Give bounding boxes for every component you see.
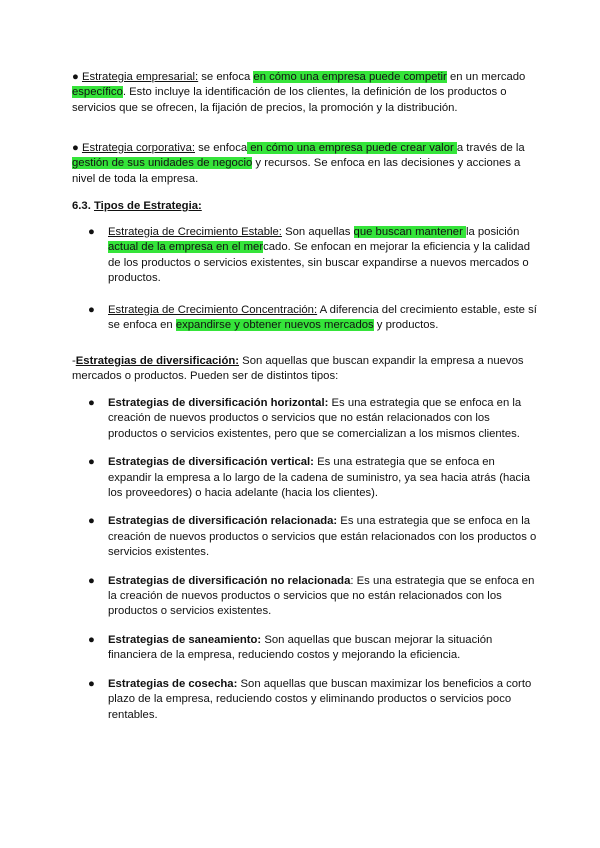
highlight: actual de la empresa en el mer	[108, 241, 264, 254]
text-run: Es una estrategia que se enfoca en la creación de nuevos productos o servicios que no están relacionados con los productos o servicios existentes, pero que se comercializan a los mismos clientes.	[108, 397, 522, 440]
diversificacion-list	[88, 396, 538, 723]
term-label: Estrategia empresarial:	[81, 71, 199, 83]
bullet: ●	[88, 397, 95, 409]
bullet: ●	[88, 677, 95, 690]
term-label: Estrategia de Crecimiento Concentración:	[108, 303, 318, 316]
bullet: ●	[88, 574, 95, 587]
text-run: . Esto incluye la identificación de los clientes, la definición de los productos o servicios que se ofrecen, la fijación de precios, la promoción y la distribución.	[72, 86, 507, 114]
bullet: ●	[88, 303, 95, 316]
term-label: Estrategias de diversificación relacionada:	[108, 515, 338, 528]
bullet: ●	[88, 456, 95, 469]
text-run: cado. Se enfocan en mejorar la eficiencia y la calidad de los productos o servicios existentes, sin buscar expandirse a nuevos mercados o productos.	[108, 241, 530, 285]
text-run: A diferencia del crecimiento estable, este sí se enfoca en	[108, 303, 537, 332]
list-item	[88, 574, 538, 620]
term-label: Estrategias de diversificación no relacionada	[108, 574, 351, 587]
text-run: : Es una estrategia que se enfoca en la creación de nuevos productos o servicios que no están relacionados con los productos o servicios existentes.	[108, 574, 535, 618]
text-run: y productos.	[373, 319, 439, 332]
bullet: ●	[88, 633, 95, 646]
text-run: Son aquellas que buscan mejorar la situación financiera de la empresa, reduciendo costos y mejorando la eficiencia.	[108, 633, 493, 662]
term-label: Estrategias de cosecha:	[108, 677, 238, 690]
paragraph-diversificacion	[72, 354, 532, 385]
bullet: ●	[72, 71, 79, 83]
term-label: Estrategias de diversificación horizontal:	[108, 397, 329, 409]
paragraph-estrategia-corporativa	[72, 141, 532, 187]
list-item	[88, 514, 538, 560]
term-label: Estrategia corporativa:	[81, 142, 195, 154]
section-title: Tipos de Estrategia:	[93, 200, 202, 212]
paragraph-estrategia-empresarial	[72, 70, 532, 116]
text-run: Es una estrategia que se enfoca en expandir la empresa a lo largo de la cadena de suministro, ya sea hacia atrás (hacia los proveedores) o hacia adelante (hacia los clientes).	[108, 456, 530, 500]
highlight: que buscan mantener	[353, 226, 466, 238]
term-label: Estrategias de saneamiento:	[108, 633, 262, 646]
highlight: en cómo una empresa puede crear valor	[247, 142, 457, 154]
text-run: a través de la	[456, 142, 525, 154]
highlight: gestión de sus unidades de negocio	[72, 157, 253, 170]
list-item	[88, 396, 538, 442]
text-run: y recursos. Se enfoca en las decisiones y acciones a nivel de toda la empresa.	[72, 157, 521, 185]
bullet: ●	[88, 515, 95, 528]
highlight: específico	[72, 86, 123, 99]
bullet: ●	[72, 142, 79, 154]
text-run: en un mercado	[446, 71, 526, 83]
section-heading	[72, 199, 532, 214]
highlight: en cómo una empresa puede competir	[253, 71, 447, 83]
list-item	[88, 225, 538, 287]
text-run: Son aquellas que buscan maximizar los beneficios a corto plazo de la empresa, reduciendo costos y eliminando productos o servicios poco rentables.	[108, 677, 532, 721]
bullet: ●	[88, 226, 95, 238]
section-number: 6.3.	[72, 200, 94, 212]
tipos-list	[88, 225, 538, 333]
list-item	[88, 455, 538, 501]
list-item	[88, 677, 538, 723]
term-label: Estrategias de diversificación:	[75, 355, 240, 367]
text-run: se enfoca	[195, 142, 248, 154]
text-run: la posición	[465, 226, 520, 238]
text-run: Es una estrategia que se enfoca en la creación de nuevos productos o servicios que están relacionados con los productos o servicios existentes.	[108, 515, 537, 559]
list-item	[88, 633, 538, 664]
term-label: Estrategias de diversificación vertical:	[108, 456, 314, 469]
text-run: se enfoca	[198, 71, 254, 83]
text-run: Son aquellas	[281, 226, 354, 238]
highlight: expandirse y obtener nuevos mercados	[175, 319, 374, 332]
text-run: Son aquellas que buscan expandir la empresa a nuevos mercados o productos. Pueden ser de distintos tipos:	[72, 355, 524, 383]
dash-prefix: -	[72, 355, 76, 367]
list-item	[88, 303, 538, 334]
term-label: Estrategia de Crecimiento Estable:	[108, 226, 282, 238]
